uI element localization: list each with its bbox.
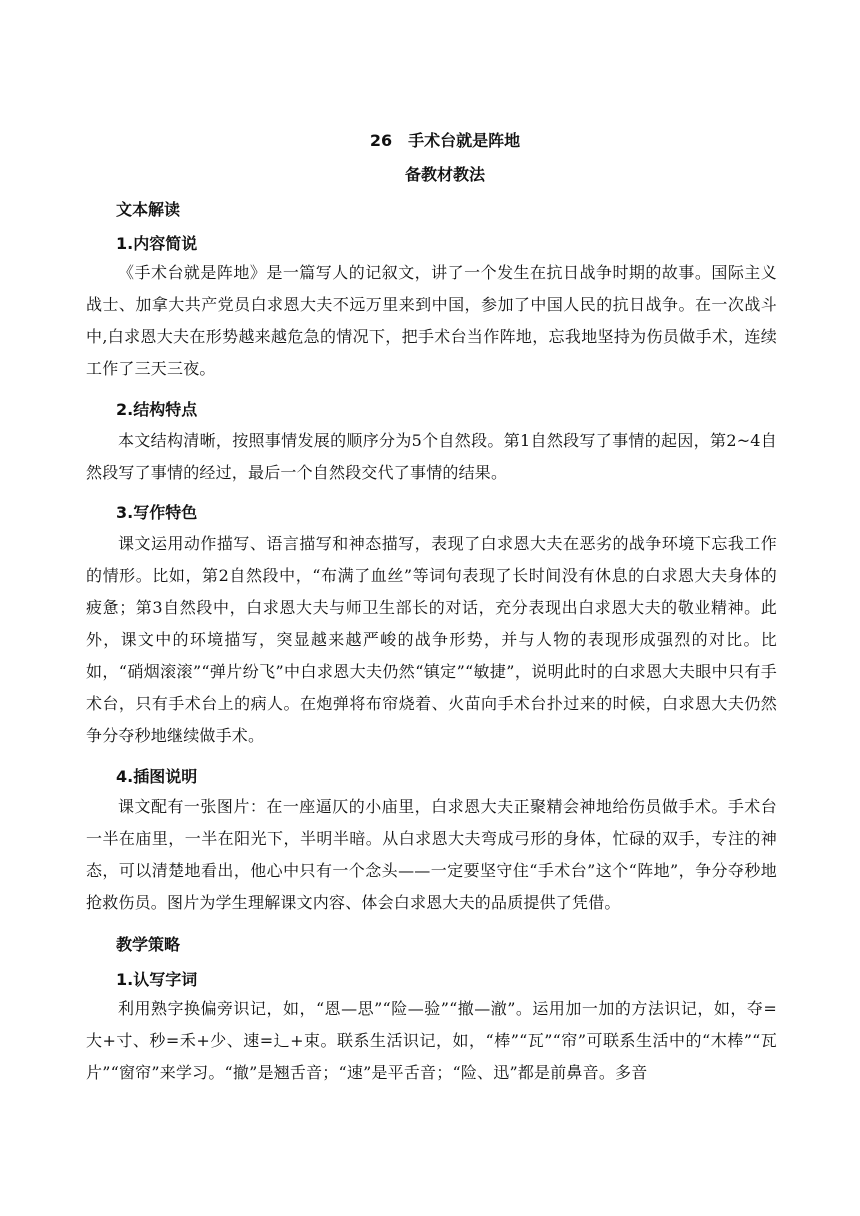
paragraph-content-summary: 《手术台就是阵地》是一篇写人的记叙文，讲了一个发生在抗日战争时期的故事。国际主义战士、加拿大共产党员白求恩大夫不远万里来到中国，参加了中国人民的抗日战争。在一次战斗中,白求恩大夫在形势越来越危急的情况下，把手术台当作阵地，忘我地坚持为伤员做手术，连续工作了三天三夜。 [86,263,777,378]
lesson-title: 26 手术台就是阵地 [369,131,521,150]
section-heading-text-reading: 文本解读 [116,200,181,219]
paragraph-characters: 利用熟字换偏旁识记，如，“恩—思”“险—验”“撤—澈”。运用加一加的方法识记，如，夺=大+寸、秒=禾+少、速=辶+束。联系生活识记，如，“棒”“瓦”“帘”可联系生活中的“木棒”“瓦片”“窗帘”来学习。“撤”是翘舌音；“速”是平舌音；“险、迅”都是前鼻音。多音 [86,999,777,1082]
paragraph-writing-features: 课文运用动作描写、语言描写和神态描写，表现了白求恩大夫在恶劣的战争环境下忘我工作的情形。比如，第2自然段中，“布满了血丝”等词句表现了长时间没有休息的白求恩大夫身体的疲惫；第3自然段中，白求恩大夫与师卫生部长的对话，充分表现出白求恩大夫的敬业精神。此外，课文中的环境描写，突显越来越严峻的战争形势，并与人物的表现形成强烈的对比。比如，“硝烟滚滚”“弹片纷飞”中白求恩大夫仍然“镇定”“敏捷”，说明此时的白求恩大夫眼中只有手术台，只有手术台上的病人。在炮弹将布帘烧着、火苗向手术台扑过来的时候，白求恩大夫仍然争分夺秒地继续做手术。 [86,534,777,745]
paragraph-structure: 本文结构清晰，按照事情发展的顺序分为5个自然段。第1自然段写了事情的起因，第2~4自然段写了事情的经过，最后一个自然段交代了事情的结果。 [86,431,777,482]
subheading-structure: 2.结构特点 [116,400,198,419]
lesson-subtitle: 备教材教法 [404,165,485,184]
subheading-characters: 1.认写字词 [116,970,198,989]
subheading-illustration: 4.插图说明 [116,767,198,786]
subheading-content-summary: 1.内容简说 [116,234,198,253]
section-heading-teaching-strategy: 教学策略 [116,935,181,954]
subheading-writing-features: 3.写作特色 [116,503,198,522]
paragraph-illustration: 课文配有一张图片：在一座逼仄的小庙里，白求恩大夫正聚精会神地给伤员做手术。手术台一半在庙里，一半在阳光下，半明半暗。从白求恩大夫弯成弓形的身体，忙碌的双手，专注的神态，可以清楚地看出，他心中只有一个念头——一定要坚守住“手术台”这个“阵地”，争分夺秒地抢救伤员。图片为学生理解课文内容、体会白求恩大夫的品质提供了凭借。 [86,797,777,912]
